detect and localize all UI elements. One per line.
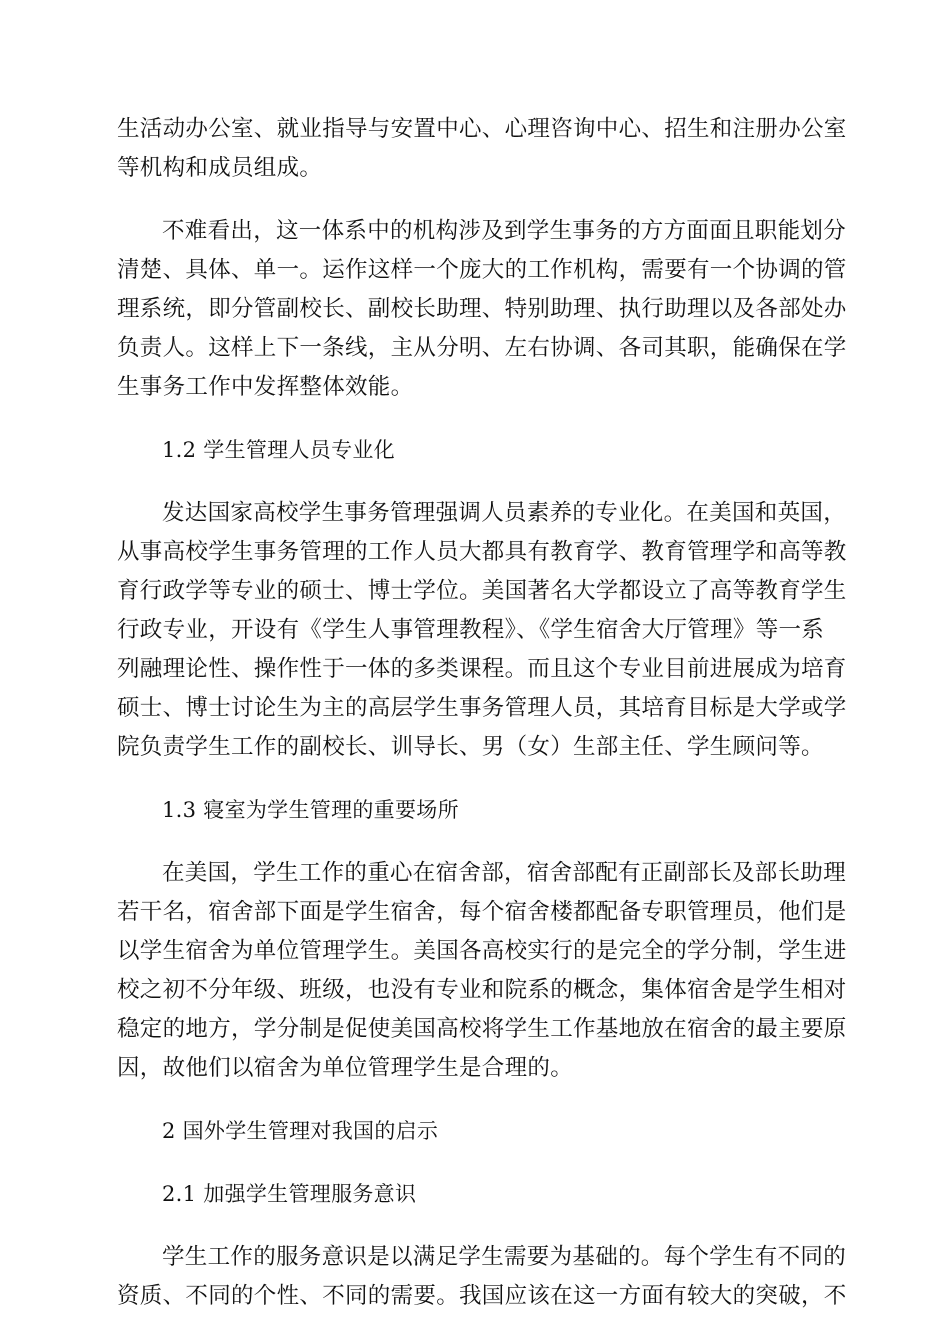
paragraph-organization-system	[117, 212, 847, 407]
paragraph-dormitory	[117, 854, 847, 1088]
text-line: 负责人。这样上下一条线，主从分明、左右协调、各司其职，能确保在学	[117, 335, 847, 361]
text-line: 等机构和成员组成。	[117, 155, 323, 181]
text-line: 学生工作的服务意识是以满足学生需要为基础的。每个学生有不同的	[162, 1244, 847, 1270]
text-line: 不难看出，这一体系中的机构涉及到学生事务的方方面面且职能划分	[162, 218, 847, 244]
section-heading-2: 2 国外学生管理对我国的启示	[162, 1119, 439, 1143]
text-line: 生活动办公室、就业指导与安置中心、心理咨询中心、招生和注册办公室	[117, 116, 847, 142]
text-line: 从事高校学生事务管理的工作人员大都具有教育学、教育管理学和高等教	[117, 539, 847, 565]
text-line: 若干名，宿舍部下面是学生宿舍，每个宿舍楼都配备专职管理员，他们是	[117, 899, 847, 925]
text-line: 资质、不同的个性、不同的需要。我国应该在这一方面有较大的突破，不	[117, 1283, 847, 1309]
document-body	[117, 110, 847, 1316]
text-line: 发达国家高校学生事务管理强调人员素养的专业化。在美国和英国，	[162, 500, 847, 526]
text-line: 硕士、博士讨论生为主的高层学生事务管理人员，其培育目标是大学或学	[117, 695, 847, 721]
section-heading-1-2: 1.2 学生管理人员专业化	[162, 438, 395, 462]
text-line: 理系统，即分管副校长、副校长助理、特别助理、执行助理以及各部处办	[117, 296, 847, 322]
text-line: 清楚、具体、单一。运作这样一个庞大的工作机构，需要有一个协调的管	[117, 257, 847, 283]
text-line: 稳定的地方，学分制是促使美国高校将学生工作基地放在宿舍的最主要原	[117, 1016, 847, 1042]
text-line: 因，故他们以宿舍为单位管理学生是合理的。	[117, 1055, 574, 1081]
paragraph-continuation	[117, 110, 847, 188]
text-line: 以学生宿舍为单位管理学生。美国各高校实行的是完全的学分制，学生进	[117, 938, 847, 964]
text-line: 育行政学等专业的硕士、博士学位。美国著名大学都设立了高等教育学生	[117, 578, 847, 604]
paragraph-service-awareness	[117, 1238, 847, 1316]
text-line: 列融理论性、操作性于一体的多类课程。而且这个专业目前进展成为培育	[117, 656, 847, 682]
text-line: 院负责学生工作的副校长、训导长、男（女）生部主任、学生顾问等。	[117, 734, 824, 760]
paragraph-professionalization	[117, 494, 847, 767]
text-line: 在美国，学生工作的重心在宿舍部，宿舍部配有正副部长及部长助理	[162, 860, 847, 886]
text-line: 生事务工作中发挥整体效能。	[117, 374, 414, 400]
text-line: 行政专业，开设有《学生人事管理教程》、《学生宿舍大厅管理》等一系	[117, 617, 825, 643]
section-heading-2-1: 2.1 加强学生管理服务意识	[162, 1182, 417, 1206]
section-heading-1-3: 1.3 寝室为学生管理的重要场所	[162, 798, 459, 822]
text-line: 校之初不分年级、班级，也没有专业和院系的概念，集体宿舍是学生相对	[117, 977, 847, 1003]
